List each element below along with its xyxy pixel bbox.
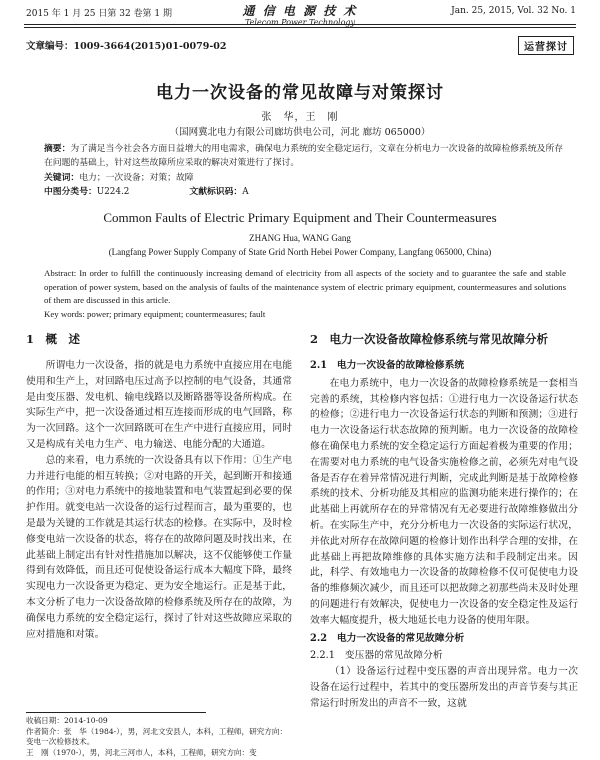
doc-code-value: A: [242, 187, 249, 197]
authors-en: ZHANG Hua, WANG Gang: [249, 233, 351, 243]
section-1-paragraph-2: 总的来看，电力系统的一次设备具有以下作用：①生产电力并进行电能的相互转换；②对电路的开关，起到断开和接通的作用；③对电力系统中的接地装置和电气装置起到必要的保护作用。就变电站一次设备的运行过程而言，最为重要的，也是最为关键的工作就是其运行状态的检修。在实际中，及时检修变电站一次设备的状态，将存在的故障问题及时找出来，在此基础上制定出有针对性措施加以解决，这不仅能够使工作量得到有效降低，而且还可促使设备运行成本大幅度下降，最终实现电力一次设备更为稳定、更为安全地运行。正是基于此，本文分析了电力一次设备故障的检修系统及所存在的故障，为确保电力系统的安全稳定运行，探讨了针对这些故障应采取的应对措施和对策。: [26, 454, 292, 640]
section-2-2-heading: 2.2 电力一次设备的常见故障分析: [310, 632, 465, 644]
section-2-1-paragraph: 在电力系统中，电力一次设备的故障检修系统是一套相当完善的系统，其检修内容包括：①进行电力一次设备运行状态的检修；②进行电力一次设备运行状态的判断和预测；③进行电力一次设备运行状态故障的预判断。电力一次设备的故障检修在确保电力系统的安全稳定运行方面起着极为重要的作用；在需要对电力系统的电气设备实施检修之前，必须先对电气设备是否存在着异常情况进行判断，完成此判断是基于故障检修系统的技术、分析功能及其相应的监测功能来进行操作的；在此基础上再就所存在的异常情况有无必要进行故障维修做出分析。在实际生产中，充分分析电力一次设备的实际运行状况，并依此对所存在故障问题的检修计划作出科学合理的安排，在此基础上再把故障维修的具体实施方法和手段制定出来。因此，科学、有效地电力一次设备的故障检修不仅可促使电力设备的维修频次减少，而且还可以把故障之初那些尚未及时处理的问题进行有效解决，促使电力一次设备的安全稳定性及运行效率大幅度提升，极大地延长电力设备的使用年限。: [310, 377, 578, 626]
doc-code-label: 文献标识码：: [189, 187, 243, 197]
header-rule-thin: [24, 27, 576, 28]
header-issue-en: Jan. 25, 2015, Vol. 32 No. 1: [451, 6, 576, 16]
journal-name-en: Telecom Power Technology: [244, 18, 356, 27]
keywords-cn: [44, 170, 564, 183]
abstract-cn-text: 为了满足当今社会各方面日益增大的用电需求，确保电力系统的安全稳定运行，文章在分析电力一次设备的故障检修系统及所存在问题的基础上，针对这些故障所应采取的解决对策进行了探讨。: [44, 144, 564, 168]
keywords-en-text: power; primary equipment; countermeasures; fault: [87, 309, 266, 319]
keywords-cn-text: 电力；一次设备；对策；故障: [79, 173, 194, 183]
header-rule: [24, 24, 576, 25]
author-bio-2: 王 刚（1970-），男，河北三河市人，本科，工程师，研究方向：变: [26, 747, 257, 757]
title-en: Common Faults of Electric Primary Equipment and Their Countermeasures: [103, 210, 497, 225]
received-date: 收稿日期：2014-10-09: [26, 716, 108, 725]
abstract-en-label: Abstract:: [44, 268, 77, 278]
classification-cn: [44, 184, 564, 197]
abstract-en-text: In order to fulfill the continuously increasing demand of electricity from all aspects of the society and to guarantee the safe and stable operation of power system, based on the analysis of faults of the maintenance system of electric primary equipment, countermeasures and solutions of them are discussed in this article.: [44, 268, 566, 305]
footnote: [26, 716, 292, 758]
section-2-2-1-heading: 2.2.1 变压器的常见故障分析: [310, 650, 443, 662]
affiliation-cn: （国网冀北电力有限公司廊坊供电公司，河北 廊坊 065000）: [169, 127, 431, 138]
author-bio-1: 作者简介：张 华（1984-），男，河北文安县人，本科，工程师，研究方向：变电一次检修技术。: [26, 726, 288, 746]
keywords-en-label: Key words:: [44, 309, 85, 319]
abstract-en: [44, 267, 566, 308]
article-number: 文章编号：1009-3664(2015)01-0079-02: [26, 41, 227, 52]
section-2-1-heading: 2.1 电力一次设备的故障检修系统: [310, 360, 465, 371]
clc-value: U224.2: [96, 187, 130, 197]
section-2-2-1-paragraph: （1）设备运行过程中变压器的声音出现异常。电力一次设备在运行过程中，若其中的变压器所发出的声音节奏与其正常运行时所发出的声音不一致，这就: [310, 666, 578, 709]
right-column: [310, 330, 578, 712]
keywords-cn-label: 关键词：: [44, 173, 80, 183]
abstract-cn-label: 摘要：: [44, 144, 71, 154]
section-1-heading: 1 概 述: [26, 332, 81, 346]
keywords-en: [44, 309, 566, 319]
affiliation-en: (Langfang Power Supply Company of State Grid North Hebei Power Company, Langfang 065000, China): [108, 247, 492, 257]
footnote-rule: [26, 712, 206, 713]
left-column: [26, 330, 292, 642]
authors-cn: 张 华，王 刚: [261, 112, 339, 123]
header-issue-cn: 2015 年 1 月 25 日第 32 卷第 1 期: [26, 9, 173, 19]
section-2-heading: 2 电力一次设备故障检修系统与常见故障分析: [310, 332, 548, 346]
clc-label: 中图分类号：: [44, 187, 97, 197]
title-cn: 电力一次设备的常见故障与对策探讨: [156, 83, 444, 103]
section-badge: 运营探讨: [518, 36, 574, 55]
section-1-paragraph-1: 所谓电力一次设备，指的就是电力系统中直接应用在电能使用和生产上，对回路电压过高予以控制的电气设备，其通常是由变压器、发电机、输电线路以及断路器等设备所构成。在实际生产中，把一次设备通过相互连接而形成的电气回路，称为一次回路。这个一次回路既可在生产中进行直接应用，同时又是构成有关电力生产、电力输送、电能分配的大通道。: [26, 360, 292, 450]
journal-name-cn: 通 信 电 源 技 术: [242, 4, 358, 18]
abstract-cn: [44, 142, 564, 170]
